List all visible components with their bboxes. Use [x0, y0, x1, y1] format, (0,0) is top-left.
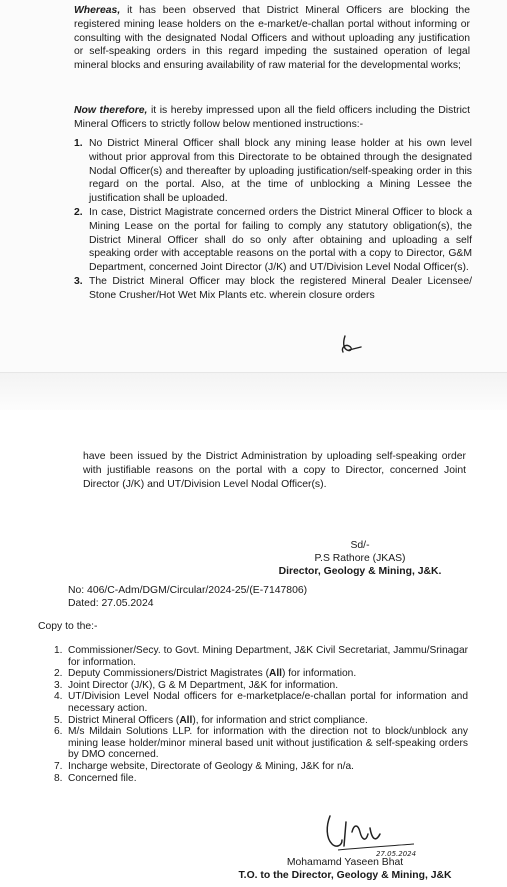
copy-text: Joint Director (J/K), G & M Department, J&K for information. — [68, 679, 339, 691]
instruction-text: No District Mineral Officer shall block any mining lease holder at his own level without prior approval from this Directorate to be obtained through the designated Nodal Officer(s) and thereafter by uploading justification/self-speaking order in this regard on the portal. Also, at the time of unblocking a Mining Lessee the justification shall be uploaded. — [89, 138, 472, 205]
instruction-continuation: have been issued by the District Administration by uploading self-speaking order with justifiable reasons on the portal with a copy to Director, concerned Joint Director (J/K) and UT/Division Level Nodal Officer(s). — [83, 451, 466, 490]
whereas-text: it has been observed that District Mineral Officers are blocking the registered mining lease holders on the e-market/e-challan portal without informing or consulting with the designated Nodal Officers and without uploading any justification or self-speaking orders in this regard impeding the sustained operation of legal mineral blocks and ensuring availability of raw material for the developmental works; — [74, 5, 470, 72]
instruction-item — [74, 206, 472, 275]
copy-text: M/s Mildain Solutions LLP. for information with the direction not to block/unblock any mining lease holder/minor mineral based unit without justification & self-speaking orders by DMO concerned. — [68, 726, 468, 761]
copy-number: 3. — [54, 679, 63, 691]
signature-date: 27.05.2024 — [376, 850, 417, 858]
sd-mark: Sd/- — [350, 540, 370, 551]
reference-number: No: 406/C-Adm/DGM/Circular/2024-25/(E-7147806) — [68, 585, 308, 596]
instruction-number: 1. — [74, 138, 83, 149]
copy-to-item — [54, 668, 468, 680]
copy-to-item — [54, 773, 468, 785]
now-therefore-text: it is hereby impressed upon all the field officers including the District Mineral Officers to strictly follow below mentioned instructions:- — [74, 105, 470, 130]
copy-bold-word: All — [179, 714, 193, 726]
copy-to-item — [54, 680, 468, 692]
copy-number: 6. — [54, 726, 63, 738]
whereas-paragraph — [74, 4, 470, 73]
copy-to-heading: Copy to the:- — [38, 621, 98, 632]
endorser-name: Mohamamd Yaseen Bhat — [286, 857, 404, 868]
copy-number: 2. — [54, 668, 63, 680]
director-signature-block — [240, 539, 480, 578]
handwritten-signature — [318, 812, 428, 858]
instruction-item — [74, 137, 472, 206]
instruction-number: 3. — [74, 275, 83, 287]
copy-text: Commissioner/Secy. to Govt. Mining Department, J&K Civil Secretariat, Jammu/Srinagar for information. — [68, 645, 468, 668]
copy-text: Incharge website, Directorate of Geology & Mining, J&K for n/a. — [68, 760, 354, 772]
instruction-item — [74, 275, 472, 303]
endorser-title: T.O. to the Director, Geology & Mining, J&K — [238, 870, 452, 881]
director-name: P.S Rathore (JKAS) — [314, 553, 406, 564]
copy-text-after: ) for information. — [282, 668, 357, 680]
copy-text: Deputy Commissioners/District Magistrates ( — [68, 668, 269, 680]
copy-text: Concerned file. — [68, 772, 137, 784]
copy-number: 1. — [54, 645, 63, 656]
copy-number: 8. — [54, 772, 63, 784]
director-title: Director, Geology & Mining, J&K. — [278, 566, 442, 577]
instructions-list — [74, 137, 472, 303]
copy-to-item — [54, 715, 468, 727]
page-upper-section — [0, 0, 507, 372]
instruction-text: In case, District Magistrate concerned orders the District Mineral Officer to block a Mining Lease on the portal for failing to comply any statutory obligation(s), the District Mineral Officer shall do so only after obtaining and uploading a self speaking order with acceptable reasons on the portal with a copy to Director, G&M Department, concerned Joint Director (J/K) and UT/Division Level Nodal Officer(s). — [89, 206, 472, 274]
handwritten-initials-mark — [337, 332, 387, 362]
copy-bold-word: All — [268, 668, 282, 680]
copy-to-item — [54, 691, 468, 714]
copy-to-item — [54, 726, 468, 761]
copy-to-list — [54, 645, 468, 784]
reference-block — [68, 584, 307, 610]
copy-number: 5. — [54, 714, 63, 726]
copy-text: District Mineral Officers ( — [68, 714, 180, 726]
reference-date: Dated: 27.05.2024 — [68, 598, 154, 609]
instruction-number: 2. — [74, 206, 83, 218]
now-therefore-paragraph — [74, 104, 470, 132]
now-therefore-lead: Now therefore, — [74, 105, 148, 116]
copy-to-item — [54, 761, 468, 773]
whereas-lead: Whereas, — [74, 5, 121, 16]
copy-text: UT/Division Level Nodal officers for e-marketplace/e-challan portal for information and necessary action. — [68, 691, 468, 714]
instruction-text: The District Mineral Officer may block the registered Mineral Dealer Licensee/ Stone Crusher/Hot Wet Mix Plants etc. wherein closure orders — [89, 275, 472, 301]
endorser-signature-block — [215, 856, 475, 882]
page-break-band — [0, 372, 507, 411]
copy-number: 4. — [54, 691, 63, 703]
copy-text-after: ), for information and strict compliance. — [192, 714, 368, 726]
copy-to-item — [54, 645, 468, 668]
copy-number: 7. — [54, 760, 63, 772]
